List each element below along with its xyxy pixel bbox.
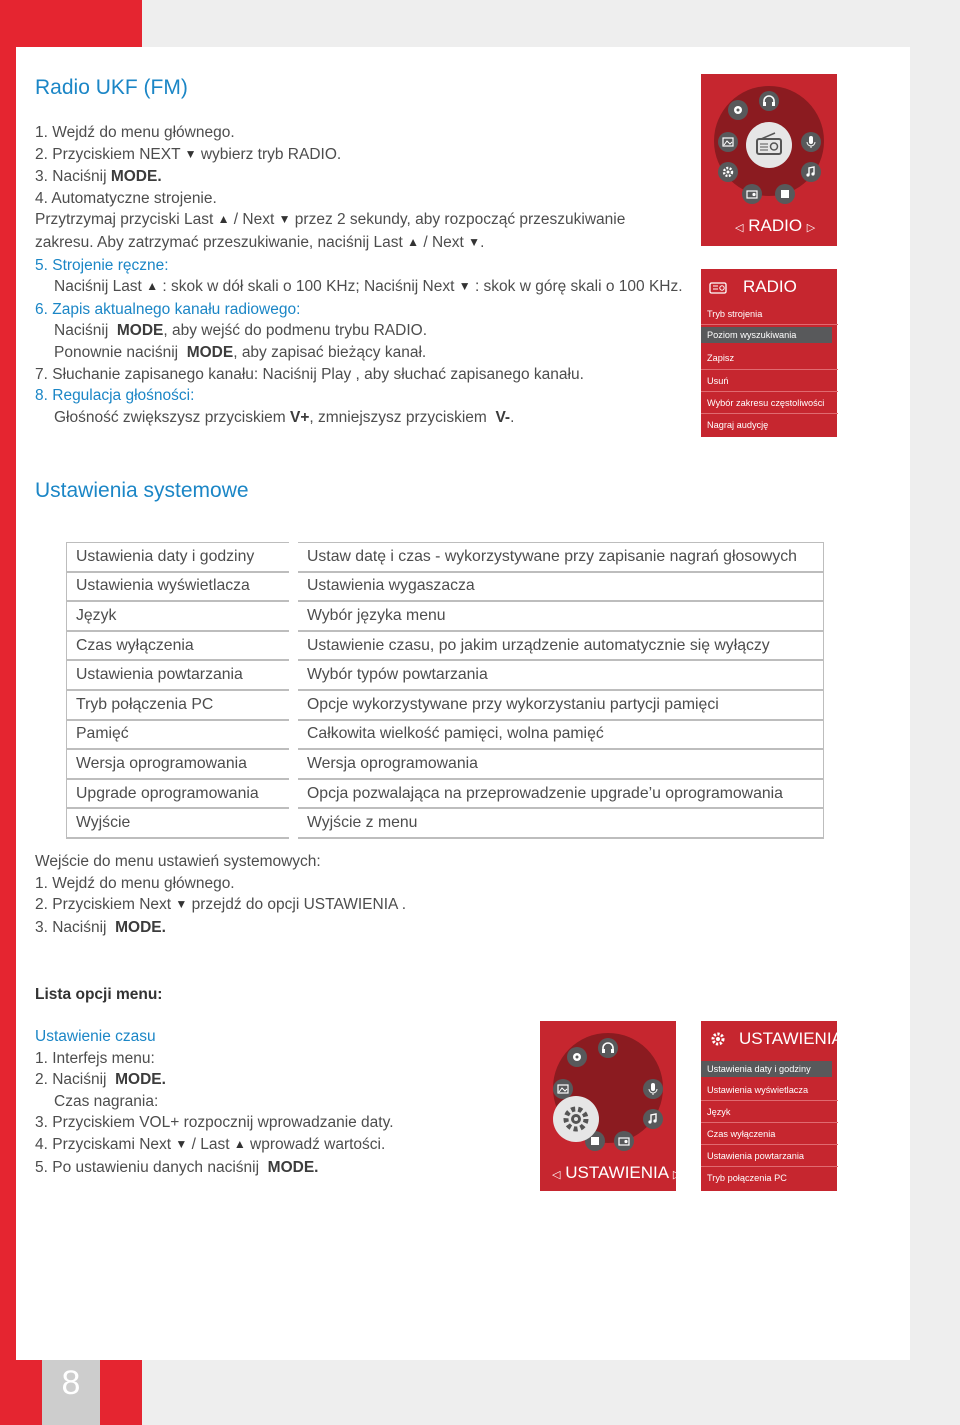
down-arrow-icon: ▼ <box>175 897 188 912</box>
settings-menu-item-0[interactable]: Ustawienia daty i godziny <box>701 1061 832 1077</box>
radio-step-4-detail-2: zakresu. Aby zatrzymać przeszukiwanie, naciśnij Last ▲ / Next ▼. <box>35 233 485 251</box>
right-arrow-icon: ▷ <box>806 222 816 234</box>
options-step-3: 3. Przyciskiem VOL+ rozpocznij wprowadzanie daty. <box>35 1114 394 1132</box>
options-step-1: 1. Interfejs menu: <box>35 1049 155 1067</box>
settings-wheel-panel <box>540 1021 682 1191</box>
radio-small-icon <box>614 1131 634 1151</box>
radio-menu-item-2[interactable]: Zapisz <box>707 353 735 363</box>
radio-menu-item-4[interactable]: Wybór zakresu częstoliwości <box>707 398 825 408</box>
radio-wheel-panel <box>701 74 837 246</box>
setting-name: Ustawienia powtarzania <box>67 660 294 690</box>
setting-description: Opcje wykorzystywane przy wykorzystaniu partycji pamięci <box>294 690 824 720</box>
top-band <box>142 0 960 47</box>
down-arrow-icon: ▼ <box>175 1136 188 1151</box>
radio-step-5-detail: Naciśnij Last ▲ : skok w dół skali o 100 KHz; Naciśnij Next ▼ : skok w górę skali o 100 KHz. <box>54 278 683 296</box>
radio-menu-item-1[interactable]: Poziom wyszukiwania <box>701 327 832 343</box>
table-row <box>67 572 824 602</box>
radio-step-6-detail-1: Naciśnij MODE, aby wejść do podmenu trybu RADIO. <box>54 322 428 340</box>
divider <box>701 324 838 325</box>
down-arrow-icon: ▼ <box>458 279 471 294</box>
settings-menu-panel <box>701 1021 843 1191</box>
settings-table <box>66 542 824 839</box>
settings-menu-item-1[interactable]: Ustawienia wyświetlacza <box>707 1085 809 1095</box>
options-step-2: 2. Naciśnij MODE. <box>35 1071 166 1089</box>
table-row <box>67 631 824 661</box>
radio-menu-item-5[interactable]: Nagraj audycję <box>707 420 769 430</box>
up-arrow-icon: ▲ <box>217 212 230 227</box>
setting-description: Ustawienia wygaszacza <box>294 572 824 602</box>
radio-icon <box>746 122 792 168</box>
options-heading: Lista opcji menu: <box>35 986 163 1003</box>
options-step-5: 5. Po ustawieniu danych naciśnij MODE. <box>35 1158 319 1176</box>
table-row <box>67 749 824 779</box>
corner-accent-top <box>0 0 142 47</box>
setting-description: Wyjście z menu <box>294 808 824 838</box>
radio-step-6-detail-2: Ponownie naciśnij MODE, aby zapisać bieżący kanał. <box>54 343 427 361</box>
settings-icon <box>553 1096 599 1142</box>
down-arrow-icon: ▼ <box>278 212 291 227</box>
radio-menu-item-3[interactable]: Usuń <box>707 376 729 386</box>
settings-icon <box>706 1029 730 1049</box>
settings-menu-item-3[interactable]: Czas wyłączenia <box>707 1129 776 1139</box>
system-entry-instructions <box>35 851 406 938</box>
microphone-icon <box>801 132 821 152</box>
radio-step-4-detail-1: Przytrzymaj przyciski Last ▲ / Next ▼ przez 2 sekundy, aby rozpocząć przeszukiwanie <box>35 211 626 229</box>
setting-description: Opcja pozwalająca na przeprowadzenie upgrade’u oprogramowania <box>294 779 824 809</box>
music-icon <box>643 1109 663 1129</box>
radio-step-8: 8. Regulacja głośności: <box>35 387 195 405</box>
setting-description: Wybór typów powtarzania <box>294 660 824 690</box>
settings-menu-item-4[interactable]: Ustawienia powtarzania <box>707 1151 805 1161</box>
left-arrow-icon: ◁ <box>552 1169 561 1181</box>
settings-menu-title: USTAWIENIA <box>739 1029 843 1048</box>
divider <box>701 1100 838 1101</box>
divider <box>701 1166 838 1167</box>
table-row <box>67 779 824 809</box>
photo-icon <box>718 132 738 152</box>
microphone-icon <box>643 1079 663 1099</box>
table-row <box>67 720 824 750</box>
entry-step-1: 1. Wejdź do menu głównego. <box>35 874 235 892</box>
setting-description: Całkowita wielkość pamięci, wolna pamięć <box>294 720 824 750</box>
video-icon <box>728 100 748 120</box>
page-number: 8 <box>42 1360 100 1425</box>
up-arrow-icon: ▲ <box>233 1136 246 1151</box>
radio-step-4: 4. Automatyczne strojenie. <box>35 189 217 207</box>
settings-menu-item-5[interactable]: Tryb połączenia PC <box>707 1173 787 1183</box>
setting-description: Wybór języka menu <box>294 601 824 631</box>
setting-description: Ustawienie czasu, po jakim urządzenie automatycznie się wyłączy <box>294 631 824 661</box>
radio-heading: Radio UKF (FM) <box>35 76 188 99</box>
options-instructions <box>35 1026 394 1178</box>
setting-name: Pamięć <box>67 720 294 750</box>
left-arrow-icon: ◁ <box>735 222 744 234</box>
table-row <box>67 601 824 631</box>
settings-menu-item-2[interactable]: Język <box>707 1107 731 1117</box>
table-row <box>67 690 824 720</box>
right-arrow-icon: ▷ <box>672 1169 682 1181</box>
radio-instructions <box>35 122 683 428</box>
radio-step-3: 3. Naciśnij MODE. <box>35 168 162 186</box>
setting-name: Czas wyłączenia <box>67 631 294 661</box>
table-row <box>67 808 824 838</box>
entry-step-3: 3. Naciśnij MODE. <box>35 918 166 936</box>
up-arrow-icon: ▲ <box>146 279 159 294</box>
headphones-icon <box>759 91 779 111</box>
divider <box>701 413 838 414</box>
system-heading: Ustawienia systemowe <box>35 479 249 502</box>
setting-name: Tryb połączenia PC <box>67 690 294 720</box>
setting-name: Ustawienia wyświetlacza <box>67 572 294 602</box>
table-row <box>67 543 824 572</box>
divider <box>701 391 838 392</box>
settings-icon <box>718 162 738 182</box>
setting-name: Wersja oprogramowania <box>67 749 294 779</box>
bottom-band <box>142 1360 960 1425</box>
setting-description: Ustaw datę i czas - wykorzystywane przy zapisanie nagrań głosowych <box>294 543 824 572</box>
entry-step-2: 2. Przyciskiem Next ▼ przejdź do opcji USTAWIENIA . <box>35 896 407 914</box>
divider <box>701 1144 838 1145</box>
setting-name: Wyjście <box>67 808 294 838</box>
wheel-label: ◁ RADIO ▷ <box>735 216 816 235</box>
setting-description: Wersja oprogramowania <box>294 749 824 779</box>
down-arrow-icon: ▼ <box>468 234 481 249</box>
table-row <box>67 660 824 690</box>
setting-name: Ustawienia daty i godziny <box>67 543 294 572</box>
radio-icon <box>706 277 730 297</box>
down-arrow-icon: ▼ <box>184 146 197 161</box>
radio-step-5: 5. Strojenie ręczne: <box>35 256 169 274</box>
radio-menu-title: RADIO <box>743 277 797 296</box>
radio-menu-item-0[interactable]: Tryb strojenia <box>707 309 763 319</box>
options-subheading: Ustawienie czasu <box>35 1028 156 1045</box>
radio-step-7: 7. Słuchanie zapisanego kanału: Naciśnij Play , aby słuchać zapisanego kanału. <box>35 365 584 383</box>
radio-small-icon <box>742 184 762 204</box>
ebook-icon <box>775 184 795 204</box>
setting-name: Upgrade oprogramowania <box>67 779 294 809</box>
divider <box>701 1122 838 1123</box>
video-icon <box>567 1047 587 1067</box>
wheel-label: ◁ USTAWIENIA ▷ <box>552 1163 682 1182</box>
divider <box>701 369 838 370</box>
music-icon <box>801 162 821 182</box>
radio-step-2: 2. Przyciskiem NEXT ▼ wybierz tryb RADIO. <box>35 145 342 163</box>
headphones-icon <box>598 1038 618 1058</box>
radio-menu-panel <box>701 269 837 437</box>
setting-name: Język <box>67 601 294 631</box>
entry-title: Wejście do menu ustawień systemowych: <box>35 853 321 870</box>
radio-step-1: 1. Wejdź do menu głównego. <box>35 124 235 141</box>
radio-step-6: 6. Zapis aktualnego kanału radiowego: <box>35 300 301 318</box>
radio-step-8-detail: Głośność zwiększysz przyciskiem V+, zmniejszysz przyciskiem V-. <box>54 408 515 426</box>
left-accent-bar <box>0 0 16 1425</box>
up-arrow-icon: ▲ <box>407 234 420 249</box>
options-step-2-detail: Czas nagrania: <box>54 1092 159 1110</box>
options-step-4: 4. Przyciskami Next ▼ / Last ▲ wprowadź wartości. <box>35 1135 386 1153</box>
right-band <box>910 0 960 1425</box>
